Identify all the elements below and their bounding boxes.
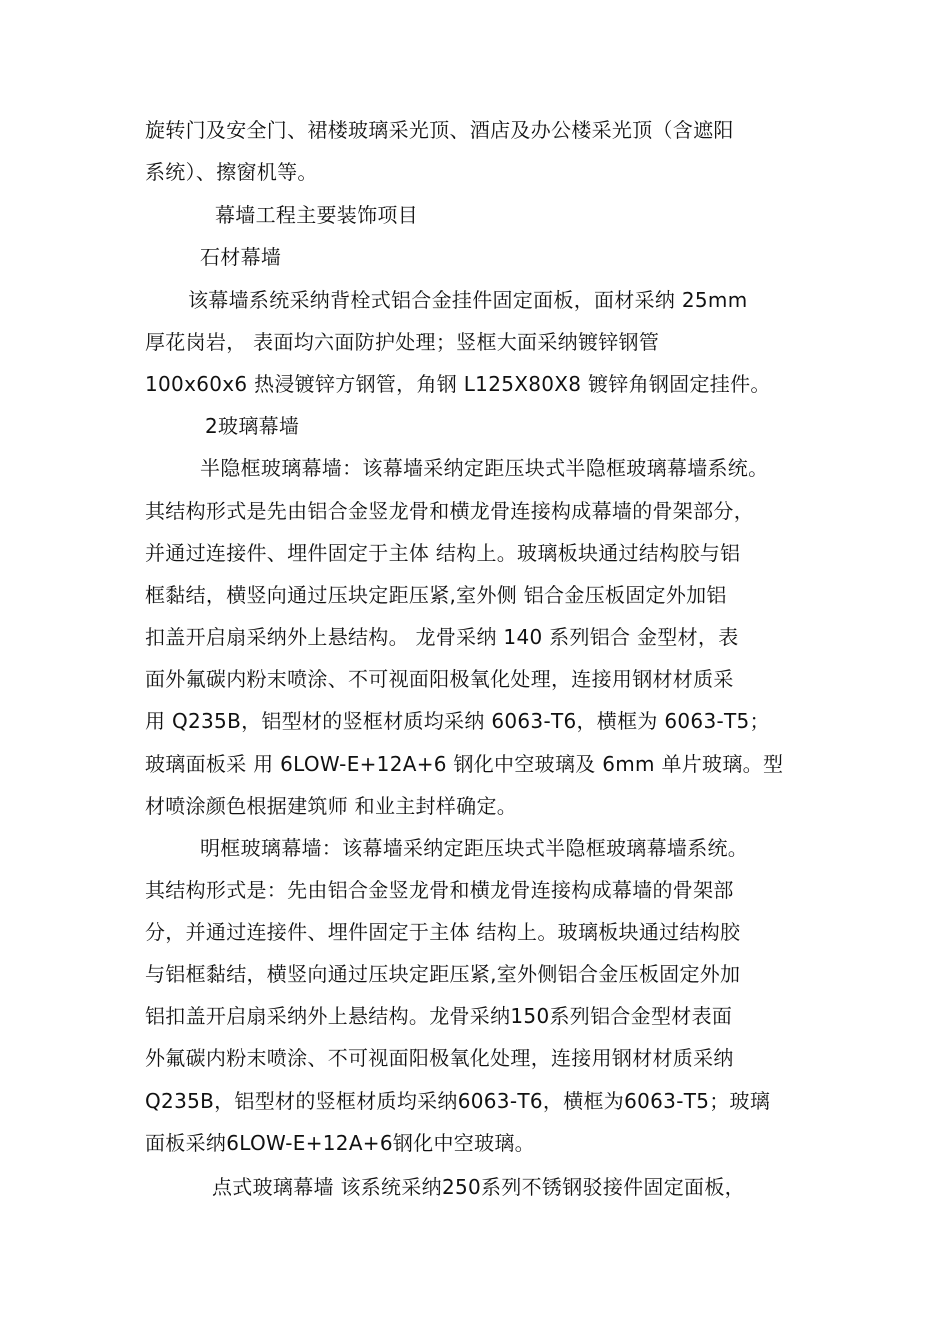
text-line: 扣盖开启扇采纳外上悬结构。 龙骨采纳 140 系列铝合 金型材，表	[145, 625, 739, 649]
text-line: Q235B，铝型材的竖框材质均采纳6063-T6，横框为6063-T5；玻璃	[145, 1089, 771, 1113]
text-line: 外氟碳内粉末喷涂、不可视面阳极氧化处理，连接用钢材材质采纳	[145, 1046, 734, 1070]
text-line: 铝扣盖开启扇采纳外上悬结构。龙骨采纳150系列铝合金型材表面	[145, 1004, 733, 1028]
text-line: 材喷涂颜色根据建筑师 和业主封样确定。	[145, 794, 518, 818]
text-line: 面外氟碳内粉末喷涂、不可视面阳极氧化处理，连接用钢材材质采	[145, 667, 734, 691]
text-line: 该幕墙系统采纳背栓式铝合金挂件固定面板，面材采纳 25mm	[188, 288, 748, 312]
text-line: 其结构形式是：先由铝合金竖龙骨和横龙骨连接构成幕墙的骨架部	[145, 878, 734, 902]
section-subheading: 石材幕墙	[200, 245, 282, 269]
text-line: 系统）、擦窗机等。	[145, 160, 318, 184]
section-subheading: 2玻璃幕墙	[205, 414, 300, 438]
text-line: 半隐框玻璃幕墙：该幕墙采纳定距压块式半隐框玻璃幕墙系统。	[200, 456, 769, 480]
text-line: 并通过连接件、埋件固定于主体 结构上。玻璃板块通过结构胶与铝	[145, 541, 741, 565]
text-line: 用 Q235B，铝型材的竖框材质均采纳 6063-T6，横框为 6063-T5；	[145, 709, 770, 733]
text-line: 明框玻璃幕墙：该幕墙采纳定距压块式半隐框玻璃幕墙系统。	[200, 836, 749, 860]
text-line: 厚花岗岩， 表面均六面防护处理；竖框大面采纳镀锌钢管	[145, 330, 660, 354]
text-line: 玻璃面板采 用 6LOW-E+12A+6 钢化中空玻璃及 6mm 单片玻璃。型	[145, 752, 784, 776]
text-line: 框黏结，横竖向通过压块定距压紧,室外侧 铝合金压板固定外加铝	[145, 583, 727, 607]
text-line: 与铝框黏结，横竖向通过压块定距压紧,室外侧铝合金压板固定外加	[145, 962, 741, 986]
text-line: 100x60x6 热浸镀锌方钢管，角钢 L125X80X8 镀锌角钢固定挂件。	[145, 372, 771, 396]
text-line: 点式玻璃幕墙 该系统采纳250系列不锈钢驳接件固定面板，	[212, 1175, 745, 1199]
text-line: 面板采纳6LOW-E+12A+6钢化中空玻璃。	[145, 1131, 535, 1155]
text-line: 分，并通过连接件、埋件固定于主体 结构上。玻璃板块通过结构胶	[145, 920, 741, 944]
text-line: 其结构形式是先由铝合金竖龙骨和横龙骨连接构成幕墙的骨架部分，	[145, 499, 754, 523]
section-heading: 幕墙工程主要装饰项目	[215, 203, 418, 227]
text-line: 旋转门及安全门、裙楼玻璃采光顶、酒店及办公楼采光顶（含遮阳	[145, 118, 734, 142]
